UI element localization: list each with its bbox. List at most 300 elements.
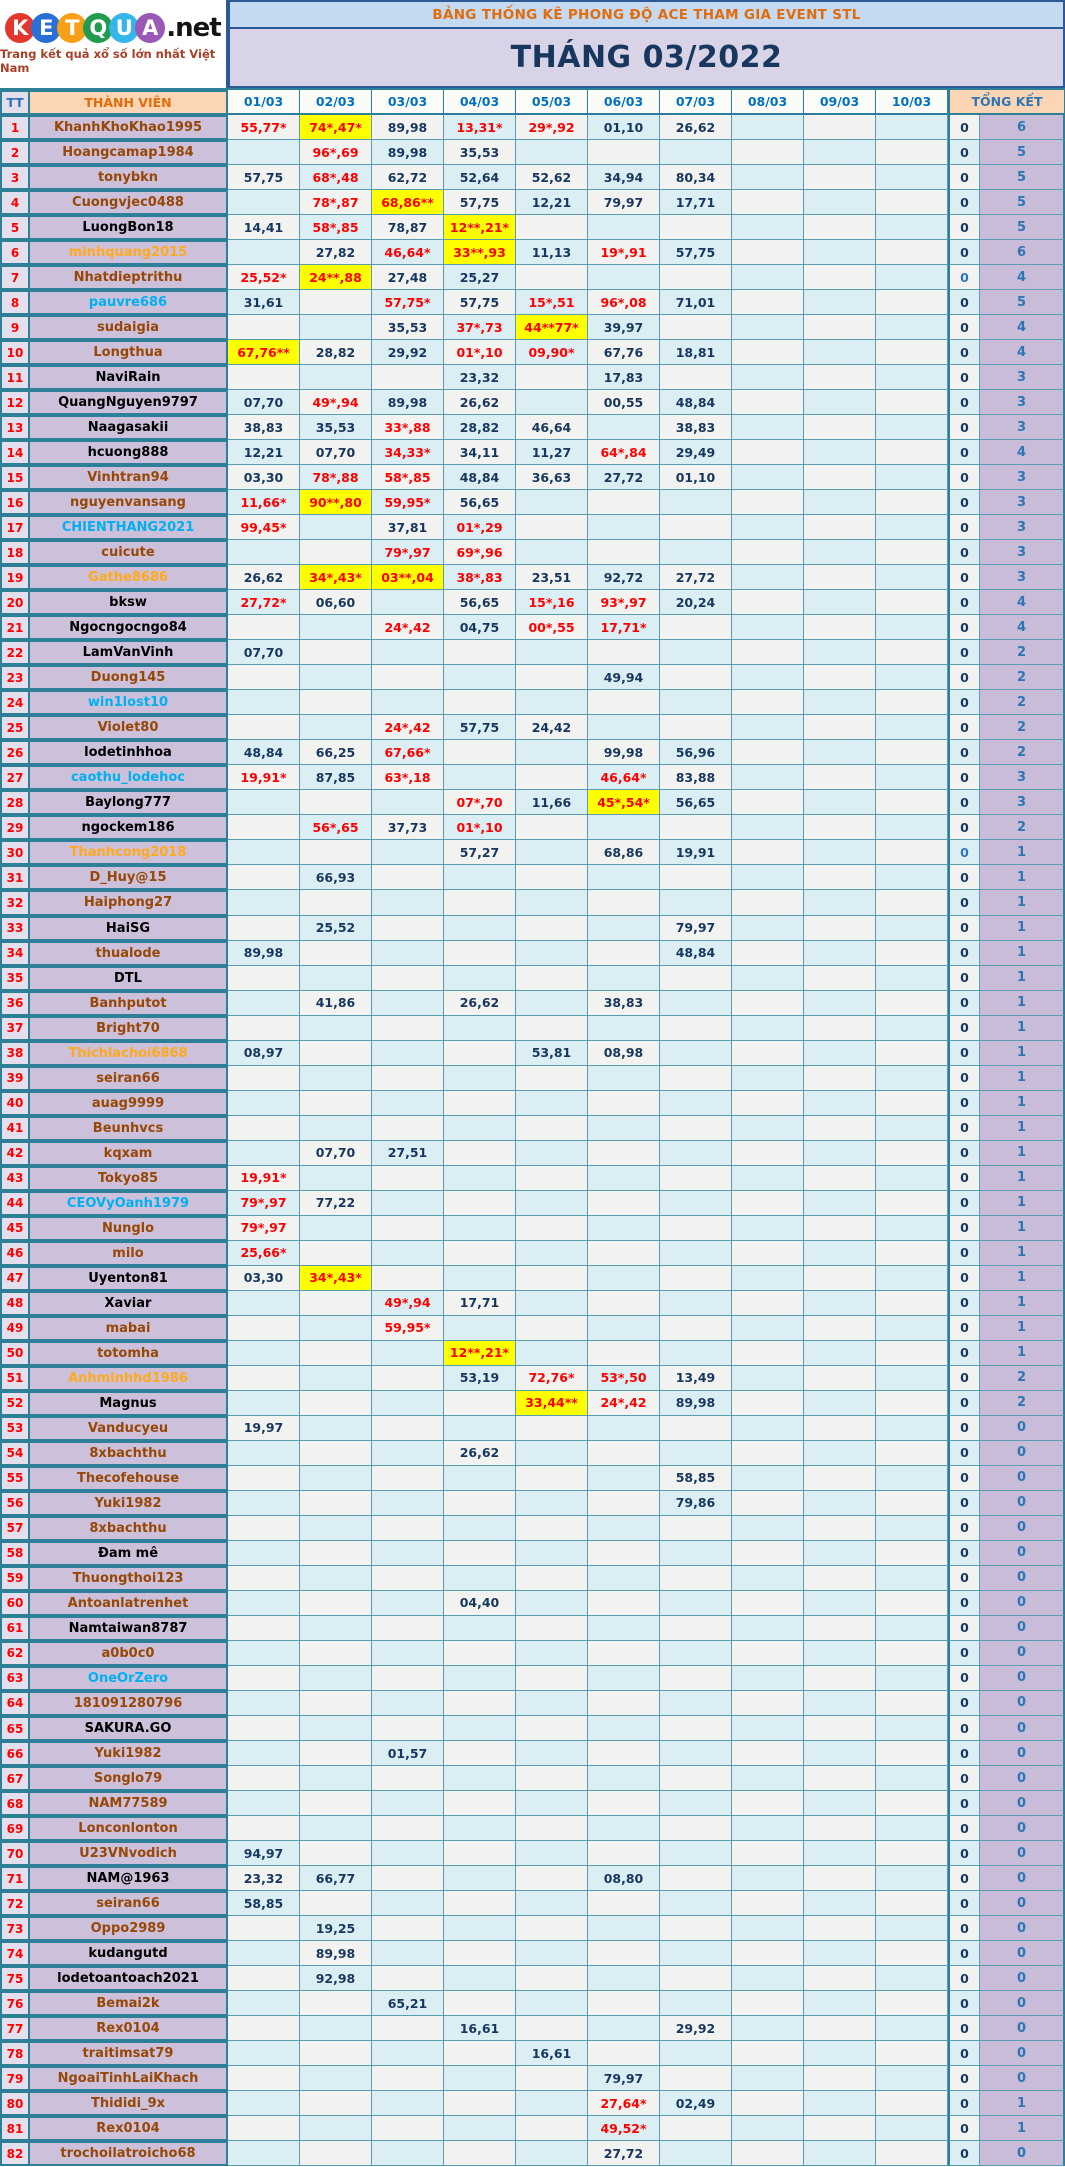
score-cell [300,640,372,665]
score-cell [660,715,732,740]
score-cell: 72,76* [516,1366,588,1391]
table-row [0,815,1065,840]
total-left-cell: 0 [948,1916,980,1941]
score-cell [804,565,876,590]
member-name-cell: lodetoantoach2021 [30,1966,228,1991]
score-cell [444,1491,516,1516]
logo-tagline: Trang kết quả xổ số lớn nhất Việt Nam [0,47,216,75]
member-name-cell: seiran66 [30,1891,228,1916]
score-cell: 00*,55 [516,615,588,640]
member-name-cell: LuongBon18 [30,215,228,240]
score-cell: 89,98 [372,390,444,415]
total-left-cell: 0 [948,415,980,440]
score-cell: 89,98 [660,1391,732,1416]
score-cell [876,1616,948,1641]
score-cell [804,340,876,365]
total-left-cell: 0 [948,365,980,390]
score-cell [876,1666,948,1691]
score-cell: 59,95* [372,1316,444,1341]
score-cell [804,115,876,140]
score-cell: 27,72 [588,465,660,490]
score-cell: 24**,88 [300,265,372,290]
score-cell: 33,44** [516,1391,588,1416]
score-cell: 24*,42 [372,715,444,740]
score-cell: 99,98 [588,740,660,765]
month-title: THÁNG 03/2022 [228,27,1065,88]
score-cell [804,190,876,215]
score-cell: 93*,97 [588,590,660,615]
total-left-cell: 0 [948,1166,980,1191]
score-cell [804,1666,876,1691]
score-cell [588,1091,660,1116]
total-left-cell: 0 [948,1841,980,1866]
score-cell [516,1266,588,1291]
score-cell [732,1266,804,1291]
score-cell [876,190,948,215]
member-name-cell: trochoilatroicho68 [30,2141,228,2166]
table-row [0,865,1065,890]
score-cell [804,615,876,640]
score-cell [876,415,948,440]
score-cell [228,1441,300,1466]
score-cell [228,2041,300,2066]
banner-title: BẢNG THỐNG KÊ PHONG ĐỘ ACE THAM GIA EVENT STL [228,0,1065,27]
score-cell [372,1466,444,1491]
table-row [0,265,1065,290]
score-cell [732,640,804,665]
score-cell [876,215,948,240]
score-cell [444,690,516,715]
member-name-cell: DTL [30,966,228,991]
member-name-cell: Rex0104 [30,2116,228,2141]
member-name-cell: Naagasakii [30,415,228,440]
row-number-cell: 40 [0,1091,30,1116]
total-right-cell: 1 [980,865,1065,890]
score-cell: 34,11 [444,440,516,465]
score-cell [444,1541,516,1566]
table-row [0,590,1065,615]
score-cell: 28,82 [444,415,516,440]
score-cell: 03,30 [228,1266,300,1291]
score-cell: 44**77* [516,315,588,340]
score-cell [804,715,876,740]
score-cell [300,1466,372,1491]
table-row [0,290,1065,315]
total-left-cell: 0 [948,715,980,740]
total-right-cell: 2 [980,715,1065,740]
score-cell [732,1191,804,1216]
score-cell [228,1916,300,1941]
score-cell [804,941,876,966]
score-cell [732,1741,804,1766]
score-cell: 19,97 [228,1416,300,1441]
score-cell [300,2041,372,2066]
score-cell [804,1916,876,1941]
total-left-cell: 0 [948,615,980,640]
score-cell [804,1841,876,1866]
score-cell [516,1466,588,1491]
score-cell [804,991,876,1016]
total-left-cell: 0 [948,890,980,915]
score-cell [876,1491,948,1516]
score-cell [516,1816,588,1841]
score-cell: 18,81 [660,340,732,365]
score-cell [732,615,804,640]
score-cell [516,1516,588,1541]
total-left-cell: 0 [948,540,980,565]
row-number-cell: 73 [0,1916,30,1941]
score-cell: 38*,83 [444,565,516,590]
score-cell [732,115,804,140]
row-number-cell: 31 [0,865,30,890]
score-cell [732,941,804,966]
score-cell [588,1541,660,1566]
row-number-cell: 51 [0,1366,30,1391]
row-number-cell: 65 [0,1716,30,1741]
score-cell [228,815,300,840]
score-cell: 04,75 [444,615,516,640]
score-cell [588,1166,660,1191]
score-cell [444,916,516,941]
score-cell: 45*,54* [588,790,660,815]
table-row [0,615,1065,640]
total-left-cell: 0 [948,991,980,1016]
score-cell [228,1366,300,1391]
score-cell [732,2066,804,2091]
score-cell: 38,83 [660,415,732,440]
total-right-cell: 0 [980,1916,1065,1941]
score-cell [300,1641,372,1666]
score-cell [372,2141,444,2166]
score-cell [876,1766,948,1791]
score-cell: 26,62 [444,991,516,1016]
score-cell [516,2116,588,2141]
score-cell [444,1391,516,1416]
score-cell [372,1716,444,1741]
score-cell [444,740,516,765]
total-right-cell: 1 [980,1191,1065,1216]
member-name-cell: CHIENTHANG2021 [30,515,228,540]
row-number-cell: 80 [0,2091,30,2116]
score-cell: 34,94 [588,165,660,190]
score-cell: 00,55 [588,390,660,415]
score-cell [588,941,660,966]
score-cell [660,1541,732,1566]
total-left-cell: 0 [948,865,980,890]
member-name-cell: caothu_lodehoc [30,765,228,790]
score-cell [660,1916,732,1941]
score-cell: 07,70 [300,1141,372,1166]
score-cell [588,1316,660,1341]
total-right-cell: 1 [980,916,1065,941]
score-cell: 79,97 [588,2066,660,2091]
total-left-cell: 0 [948,1416,980,1441]
score-cell: 65,21 [372,1991,444,2016]
member-name-cell: KhanhKhoKhao1995 [30,115,228,140]
row-number-cell: 64 [0,1691,30,1716]
score-cell [372,640,444,665]
total-right-cell: 0 [980,2016,1065,2041]
score-cell [804,840,876,865]
score-cell [876,1541,948,1566]
score-cell [588,515,660,540]
score-cell: 79*,97 [228,1191,300,1216]
score-cell [804,590,876,615]
score-cell [516,1316,588,1341]
score-cell: 29*,92 [516,115,588,140]
table-row [0,140,1065,165]
total-left-cell: 0 [948,340,980,365]
score-cell [372,1791,444,1816]
row-number-cell: 72 [0,1891,30,1916]
score-cell [732,1316,804,1341]
score-cell [732,1391,804,1416]
score-cell [228,1541,300,1566]
score-cell [300,1841,372,1866]
score-cell [228,315,300,340]
table-row [0,790,1065,815]
score-cell [804,390,876,415]
score-cell [876,1866,948,1891]
score-cell [876,390,948,415]
score-cell [732,815,804,840]
table-row [0,515,1065,540]
score-cell [876,1241,948,1266]
score-cell: 79,97 [588,190,660,215]
total-right-cell: 4 [980,265,1065,290]
score-cell [372,1941,444,1966]
total-left-cell: 0 [948,1941,980,1966]
table-row [0,1891,1065,1916]
score-cell [300,665,372,690]
score-cell: 38,83 [588,991,660,1016]
score-cell [732,390,804,415]
member-name-cell: traitimsat79 [30,2041,228,2066]
score-cell [660,1616,732,1641]
score-cell: 01*,29 [444,515,516,540]
score-cell [228,2116,300,2141]
score-cell [804,1491,876,1516]
score-cell [732,1766,804,1791]
score-cell [300,1091,372,1116]
row-number-cell: 47 [0,1266,30,1291]
score-cell: 17,83 [588,365,660,390]
member-name-cell: 8xbachthu [30,1516,228,1541]
score-cell [732,1441,804,1466]
score-cell [876,765,948,790]
score-cell: 17,71 [444,1291,516,1316]
score-cell: 12,21 [228,440,300,465]
score-cell: 11,27 [516,440,588,465]
score-cell: 17,71 [660,190,732,215]
score-cell [876,1166,948,1191]
row-number-cell: 60 [0,1591,30,1616]
row-number-cell: 28 [0,790,30,815]
score-cell: 26,62 [228,565,300,590]
score-cell: 37*,73 [444,315,516,340]
score-cell [732,1791,804,1816]
score-cell [372,1266,444,1291]
table-row [0,1416,1065,1441]
member-name-cell: Violet80 [30,715,228,740]
score-cell [732,365,804,390]
score-cell [804,1516,876,1541]
total-left-cell: 0 [948,515,980,540]
total-right-cell: 5 [980,215,1065,240]
score-cell [228,1991,300,2016]
total-right-cell: 1 [980,1141,1065,1166]
score-cell [588,1116,660,1141]
score-cell [876,1991,948,2016]
member-name-cell: Uyenton81 [30,1266,228,1291]
table-row [0,2041,1065,2066]
row-number-cell: 16 [0,490,30,515]
score-cell: 33*,88 [372,415,444,440]
row-number-cell: 76 [0,1991,30,2016]
total-left-cell: 0 [948,2141,980,2166]
score-cell [588,1141,660,1166]
total-right-cell: 0 [980,2141,1065,2166]
member-name-cell: milo [30,1241,228,1266]
score-cell: 74*,47* [300,115,372,140]
score-cell [588,890,660,915]
score-cell [588,490,660,515]
total-right-cell: 0 [980,1941,1065,1966]
total-right-cell: 2 [980,1391,1065,1416]
score-cell [732,290,804,315]
score-cell [732,1916,804,1941]
total-left-cell: 0 [948,140,980,165]
score-cell [660,640,732,665]
score-cell [300,290,372,315]
logo-wordmark [5,13,220,43]
table-row [0,1166,1065,1191]
score-cell [588,540,660,565]
score-cell [804,1391,876,1416]
score-cell: 08,80 [588,1866,660,1891]
score-cell [876,440,948,465]
total-right-cell: 0 [980,1591,1065,1616]
score-cell [732,1466,804,1491]
member-name-cell: bksw [30,590,228,615]
score-cell [732,1541,804,1566]
table-row [0,115,1065,140]
site-logo[interactable] [0,0,228,88]
score-cell [228,865,300,890]
score-cell [804,1166,876,1191]
score-cell: 58*,85 [372,465,444,490]
score-cell [804,1266,876,1291]
score-cell [444,1841,516,1866]
score-cell [660,1941,732,1966]
member-name-cell: Tokyo85 [30,1166,228,1191]
score-cell [516,2016,588,2041]
score-cell [732,165,804,190]
table-row [0,1141,1065,1166]
member-name-cell: D_Huy@15 [30,865,228,890]
score-cell [228,966,300,991]
score-cell: 16,61 [444,2016,516,2041]
score-cell [588,916,660,941]
score-cell [876,240,948,265]
score-cell [516,941,588,966]
score-cell [588,1891,660,1916]
member-name-cell: Antoanlatrenhet [30,1591,228,1616]
score-cell [444,1066,516,1091]
total-left-cell: 0 [948,1716,980,1741]
score-cell: 27,72 [660,565,732,590]
score-cell [588,1016,660,1041]
score-cell [876,640,948,665]
score-cell [372,1116,444,1141]
score-cell [228,240,300,265]
score-cell: 64*,84 [588,440,660,465]
score-cell [876,340,948,365]
score-cell [732,966,804,991]
score-cell [660,140,732,165]
score-cell [732,1491,804,1516]
member-name-cell: NAM77589 [30,1791,228,1816]
score-cell [660,1441,732,1466]
score-cell: 39,97 [588,315,660,340]
score-cell [372,665,444,690]
total-left-cell: 0 [948,1016,980,1041]
score-cell [804,1441,876,1466]
score-cell [876,2016,948,2041]
score-cell [804,1566,876,1591]
total-right-cell: 2 [980,815,1065,840]
score-cell: 63*,18 [372,765,444,790]
score-cell: 36,63 [516,465,588,490]
score-cell [804,815,876,840]
total-right-cell: 0 [980,1966,1065,1991]
score-cell [300,1066,372,1091]
score-cell [444,1116,516,1141]
score-cell [660,991,732,1016]
score-cell [516,966,588,991]
total-left-cell: 0 [948,941,980,966]
row-number-cell: 26 [0,740,30,765]
score-cell [876,290,948,315]
table-row [0,1816,1065,1841]
score-cell [588,690,660,715]
score-cell [732,1716,804,1741]
score-cell: 35,53 [444,140,516,165]
score-cell [732,1291,804,1316]
table-row [0,1316,1065,1341]
column-header-date: 02/03 [300,90,372,115]
row-number-cell: 9 [0,315,30,340]
score-cell [228,365,300,390]
score-cell [660,1666,732,1691]
score-cell [876,1716,948,1741]
score-cell [588,1341,660,1366]
score-cell: 52,64 [444,165,516,190]
score-cell [516,1841,588,1866]
score-cell: 66,77 [300,1866,372,1891]
member-name-cell: LamVanVinh [30,640,228,665]
column-header-date: 04/03 [444,90,516,115]
score-cell [660,865,732,890]
score-cell [660,1516,732,1541]
score-cell: 11,66* [228,490,300,515]
total-right-cell: 1 [980,991,1065,1016]
score-cell [300,1291,372,1316]
score-cell: 23,51 [516,565,588,590]
score-cell: 83,88 [660,765,732,790]
score-cell [660,1191,732,1216]
score-cell [300,840,372,865]
